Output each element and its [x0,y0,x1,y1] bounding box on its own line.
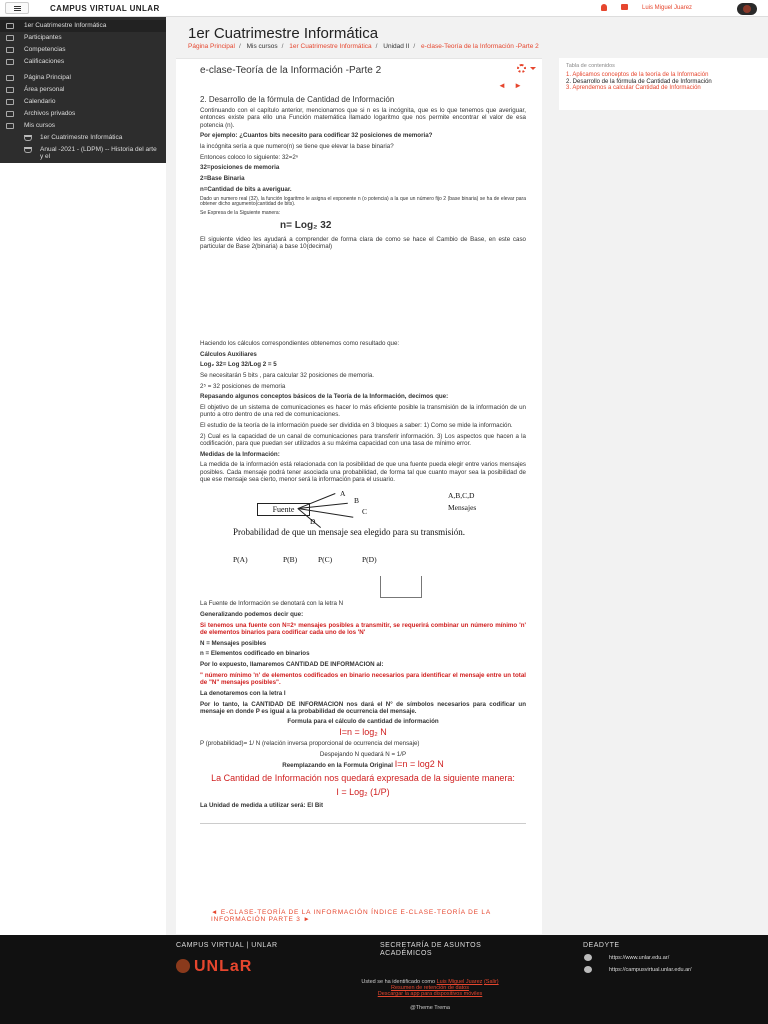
mobile-app-link[interactable]: Descargar la app para dispositivos móviles [377,991,483,997]
theme-credit: @Theme Trema [410,1005,450,1011]
paragraph: " número mínimo 'n' de elementos codificados en binario necesarios para identificar el mensaje entre un total de "N" mensajes posibles". [200,671,526,687]
sidebar-item-label: 1er Cuatrimestre Informática [40,134,123,141]
page-title: 1er Cuatrimestre Informática [188,25,379,42]
paragraph: Por lo tanto, la CANTIDAD DE INFORMACION nos dará el N° de símbolos necesarios para codificar un mensaje en donde P es igual a la probabilidad de ocurrencia del mensaje. [200,700,526,715]
paragraph: Despejando N quedará N = 1/P [319,750,407,758]
paragraph: La denotaremos con la letra I [200,689,286,697]
fig-label-b: B [354,496,360,506]
paragraph: Medidas de la Información: [200,450,280,458]
logout-link[interactable]: (Salir) [483,979,499,985]
chevron-down-icon[interactable] [530,67,536,70]
sidebar-item-home[interactable] [0,72,166,84]
sidebar-item-calendar[interactable] [0,96,166,108]
sidebar-item-participants[interactable] [0,32,166,44]
fig-label-c: C [362,507,368,517]
cap-icon [6,123,14,129]
lesson-title: e-clase-Teoría de la Información -Parte 2 [200,65,382,76]
globe-icon [584,954,592,961]
conclusion: La Cantidad de Información nos quedará expresada de la siguiente manera: [211,772,515,783]
sidebar-item-label: Participantes [24,34,62,41]
formula-original: I=n = log2 N [394,759,444,770]
paragraph: Haciendo los cálculos correspondientes obtenemos como resultado que: [200,339,400,347]
sidebar-item-label: Área personal [24,86,65,93]
lesson-body [200,96,526,832]
gear-icon[interactable] [517,64,526,73]
sidebar-item-course[interactable] [0,20,166,32]
sidebar-item-label: Mis cursos [24,122,56,129]
fig-prob-c: P(C) [318,555,333,565]
paragraph: P (probabilidad)= 1/ N (relación inversa proporcional de ocurrencia del mensaje) [200,739,420,747]
toc-title: Tabla de contenidos [566,63,615,69]
paragraph: n = Elementos codificado en binarios [200,650,310,658]
home-icon [6,75,14,81]
paragraph: La Fuente de Información se denotará con la letra N [200,600,344,608]
toc-item-2[interactable]: 2. Desarrollo de la fórmula de Cantidad de Información [566,78,712,85]
breadcrumb-my-courses[interactable]: Mis cursos [246,43,278,50]
paragraph: La Unidad de medida a utilizar será: El Bit [200,801,324,809]
login-prefix: Usted se ha identificado como [361,979,436,985]
fig-prob-d: P(D) [362,555,377,565]
sidebar-item-label: 1er Cuatrimestre Informática [24,22,107,29]
paragraph: El siguiente video les ayudará a comprender de forma clara de como se hace el Cambio de Base, en este caso particular de Base 2(binaria) a base 10(decimal) [200,236,526,251]
paragraph: Dado un numero real (32), la función logaritmo le asigna el exponente n (o potencia) a la que un número fijo 2 (base binaria) se ha de elevar para obtener dicho argumento(cantidad de bits). [200,195,526,208]
fig-prob-a: P(A) [233,555,248,565]
check-square-icon [6,47,14,53]
avatar[interactable] [737,3,757,15]
table-of-contents [559,58,768,110]
breadcrumb-unit[interactable]: Unidad II [383,43,410,50]
paragraph: n=Cantidad de bits a averiguar. [200,185,292,193]
paragraph: Entonces coloco lo siguiente: 32=2ⁿ [200,153,299,161]
fig-caption: Probabilidad de que un mensaje sea elegido para su transmisión. [233,527,465,538]
source-messages-figure [200,486,526,570]
user-menu-name[interactable]: Luis Miguel Juarez [642,5,693,11]
sidebar-item-my-courses[interactable] [0,120,166,132]
paragraph: Cálculos Auxiliares [200,350,257,358]
unlar-logo: UNLaR [176,958,252,976]
section-heading: 2. Desarrollo de la fórmula de Cantidad de Información [200,95,395,104]
footer-deadyte-title: DEADYTE [583,942,620,949]
sidebar-nav [0,17,166,163]
calendar-icon [6,99,14,105]
chat-icon[interactable] [621,4,628,10]
video-embed[interactable] [200,254,526,340]
sidebar-item-label: Calendario [24,98,56,105]
sidebar-item-private-files[interactable] [0,108,166,120]
breadcrumb-course[interactable]: 1er Cuatrimestre Informática [289,43,372,50]
paragraph: Se necesitarán 5 bits , para calcular 32 posiciones de memoria. [200,372,375,380]
footer-secretaria-title: SECRETARÍA DE ASUNTOS ACADÉMICOS [380,942,482,957]
page-footer [0,935,768,1024]
paragraph: Continuando con el capítulo anterior, mencionamos que si n es la incógnita, que es lo que tenemos que averiguar, entonces existe para ello una Función matemática llamado logaritmo que nos permite encontrar el valor de esa potencia (n). [200,107,526,129]
paragraph: 32=posiciones de memoria [200,164,280,172]
paragraph: Por ejemplo: ¿Cuantos bits necesito para codificar 32 posiciones de memoria? [200,132,433,140]
paragraph: Si tenemos una fuente con N=2ⁿ mensajes posibles a transmitir, se requerirá combinar un número mínimo 'n' de elementos binarios para codificar cada uno de los 'N' [200,621,526,637]
footer-link-campus[interactable]: https://campusvirtual.unlar.edu.ar/ [609,967,692,973]
paragraph: Generalizando podemos decir que: [200,611,304,619]
paragraph: Repasando algunos conceptos básicos de la Teoría de la Información, decimos que: [200,393,449,401]
paragraph: El estudio de la teoría de la información puede ser dividida en 3 bloques a saber: 1) Como se mide la información. [200,422,513,430]
sidebar-item-grades[interactable] [0,56,166,68]
paragraph: N = Mensajes posibles [200,639,267,647]
footer-link-unlar[interactable]: https://www.unlar.edu.ar/ [609,955,670,961]
sidebar-item-course-link[interactable] [0,132,166,144]
sidebar-item-course-art[interactable] [0,144,166,163]
paragraph: la incógnita sería a que numero(n) se tiene que elevar la base binaria? [200,143,394,151]
paragraph: 2⁵ = 32 posiciones de memoria [200,382,286,390]
lesson-page-arrows[interactable]: ◄ ► [498,81,526,90]
sidebar-item-label: Calificaciones [24,58,65,65]
breadcrumb-current[interactable]: e-clase-Teoría de la Información -Parte 2 [420,43,539,50]
lesson-content [176,58,542,934]
dashboard-icon [6,87,14,93]
main-region [176,22,768,935]
paragraph: 2=Base Binaria [200,175,245,183]
fig-label-d: D [310,517,316,527]
divider [200,823,526,824]
menu-toggle-button[interactable] [5,2,29,14]
breadcrumb-home[interactable]: Página Principal [188,43,235,50]
fig-prob-b: P(B) [283,555,298,565]
users-icon [6,35,14,41]
breadcrumb: Página Principal / Mis cursos / 1er Cuatrimestre Informática / Unidad II / e-clase-Teoría de la Información -Parte 2 [188,43,539,50]
formula-log: n= Log₂ 32 [280,219,332,231]
link-icon [584,966,592,973]
bell-icon[interactable] [601,4,607,11]
sidebar-item-competencies[interactable] [0,44,166,56]
table-icon [6,59,14,65]
fig-messages: Mensajes [448,503,477,513]
formula-final: I = Log₂ (1/P) [336,786,390,797]
fig-source-box: Fuente [257,503,310,516]
top-navbar [0,0,768,17]
sidebar-item-label: Competencias [24,46,66,53]
fig-set: A,B,C,D [448,491,475,501]
lesson-footer-nav[interactable]: ◄ E-CLASE-TEORÍA DE LA INFORMACIÓN ÍNDICE E-CLASE-TEORÍA DE LA INFORMACIÓN PARTE 3 ► [211,909,491,923]
paragraph: Por lo expuesto, llamaremos CANTIDAD DE INFORMACION al: [200,661,384,669]
cap-icon [24,147,32,153]
file-icon [6,111,14,117]
sidebar-item-dashboard[interactable] [0,84,166,96]
data-retention-link[interactable]: Resumen de retención de datos [391,985,469,991]
cap-icon [6,23,14,29]
paragraph: La medida de la información está relacionada con la posibilidad de que una fuente pueda elegir entre varios mensajes posibles. Cada mensaje podrá tener asociada una probabilidad, de forma tal que cuanto mayor sea la posibilidad de que ese mensaje sea cierto, menor será la información para el usuario. [200,461,526,483]
login-user-link[interactable]: Luis Miguel Juarez [436,979,483,985]
paragraph: Reemplazando en la Formula Original [282,762,393,770]
footer-campus-title: CAMPUS VIRTUAL | UNLAR [176,942,278,949]
sidebar [0,17,166,935]
site-name[interactable]: CAMPUS VIRTUAL UNLAR [50,4,160,13]
toc-item-1[interactable]: 1. Aplicamos conceptos de la teoría de la Información [566,72,709,78]
paragraph: Log₂ 32= Log 32/Log 2 = 5 [200,361,277,369]
formula-information: I=n = log₂ N [339,727,387,738]
arrow-down-shape [200,576,526,600]
paragraph: Formula para el cálculo de cantidad de información [287,718,439,726]
sidebar-item-label: Anual -2021 - (LDPM) -- Historia del arte y el [40,146,157,160]
toc-item-3[interactable]: 3. Aprendemos a calcular Cantidad de Información [566,85,701,91]
cap-icon [24,135,32,141]
sidebar-item-label: Página Principal [24,74,71,81]
paragraph: El objetivo de un sistema de comunicaciones es hacer lo más eficiente posible la transmisión de la información de un punto a otro dentro de una red de comunicaciones. [200,404,526,419]
fig-label-a: A [340,489,346,499]
sidebar-item-label: Archivos privados [24,110,76,117]
paragraph: 2) Cual es la capacidad de un canal de comunicaciones para transferir información. 3) Los aspectos que hacen a la codificación, para que puedan ser utilizados a su máxima capacidad con una tasa de mínimo error. [200,432,526,447]
paragraph: Se Expresa de la Siguiente manera: [200,210,281,217]
